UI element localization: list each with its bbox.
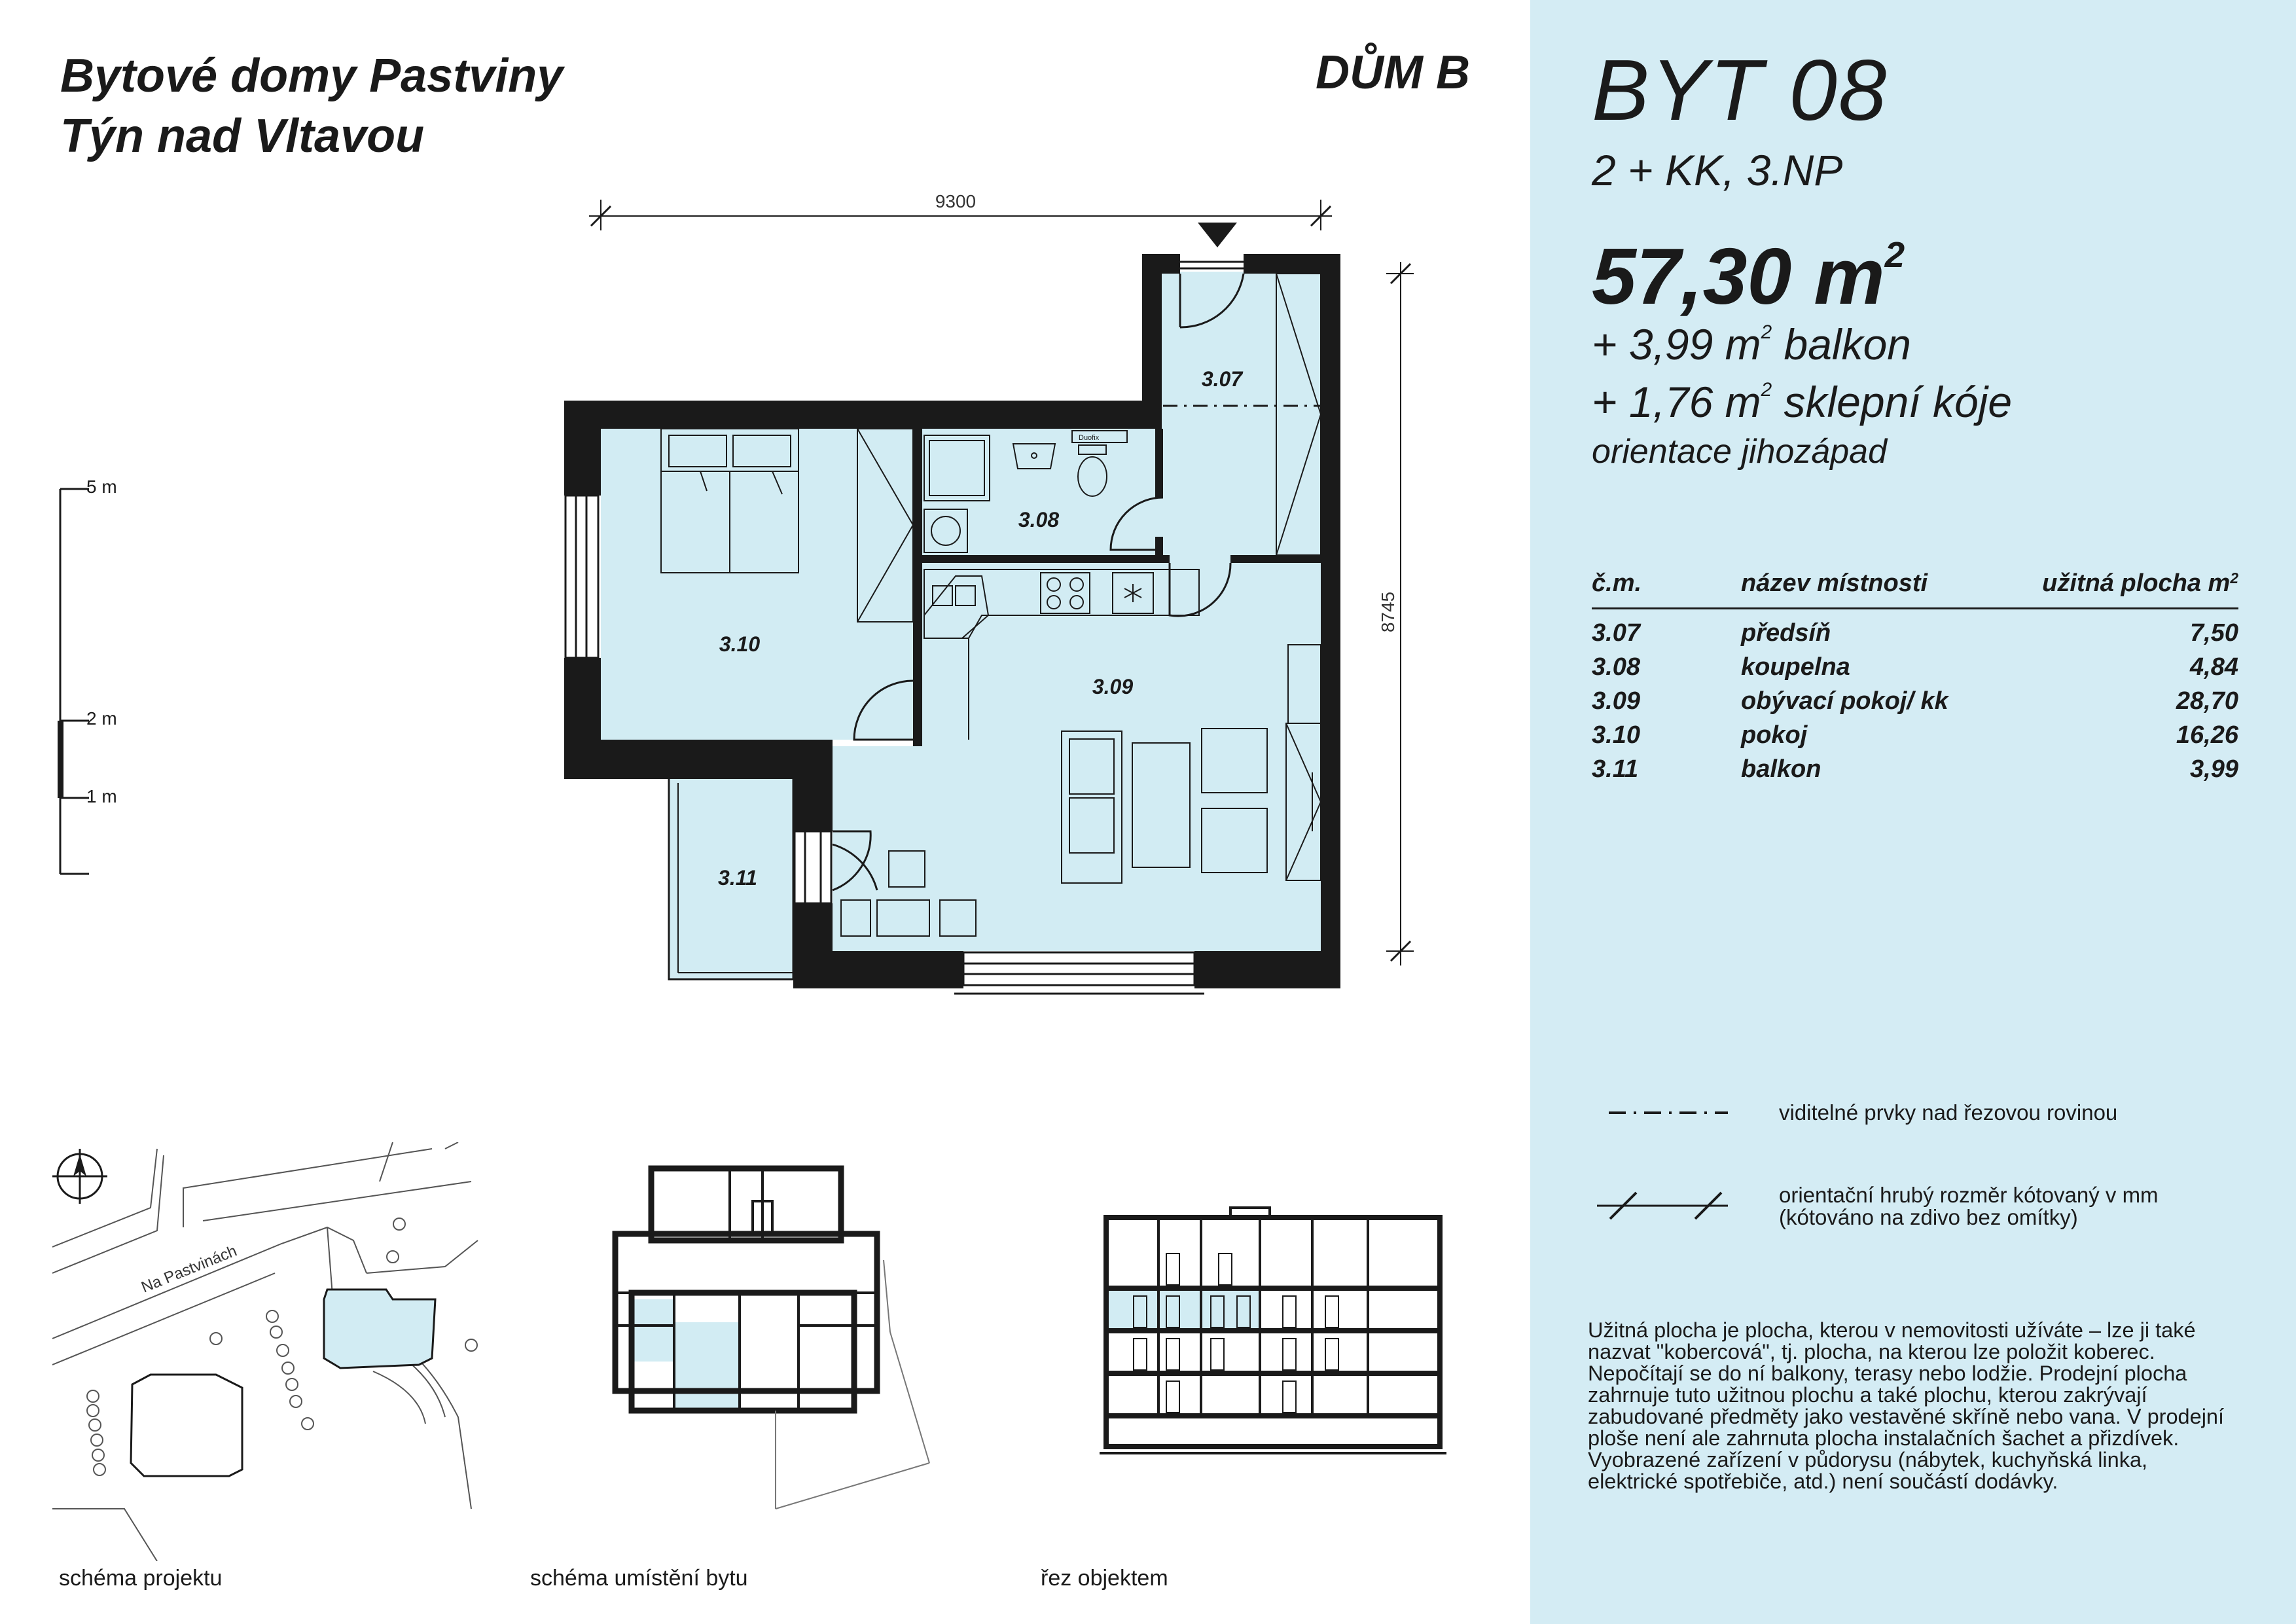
balcony-prefix: + 3,99 m [1592, 320, 1761, 369]
room-fill-3-09b [833, 746, 924, 951]
section-schema [1100, 1204, 1453, 1466]
area-value: 57,30 m [1592, 232, 1885, 321]
cellar-suffix: sklepní kóje [1772, 378, 2013, 426]
wall [564, 401, 1143, 429]
wall [921, 555, 1170, 563]
room-fill-3-07 [1160, 272, 1327, 558]
placement-schema [602, 1162, 949, 1528]
cellar-area [1592, 377, 2012, 427]
room-fill-3-10 [601, 429, 921, 740]
house-label: DŮM B [1316, 46, 1470, 99]
row-name: předsíň [1741, 619, 1831, 647]
dim-depth-label: 8745 [1378, 591, 1398, 633]
wall [564, 740, 833, 779]
apartment-layout: 2 + KK, 3.NP [1592, 146, 1843, 194]
legend-visible-elements: viditelné prvky nad řezovou rovinou [1779, 1100, 2118, 1125]
row-area: 7,50 [2190, 619, 2238, 647]
col-name-header: název místnosti [1741, 569, 1928, 597]
north-arrow-icon [52, 1149, 107, 1204]
apartment-title: BYT 08 [1592, 42, 1888, 138]
row-name: pokoj [1741, 721, 1808, 749]
wall [1194, 951, 1338, 988]
room-label-3-07: 3.07 [1201, 367, 1243, 391]
legend-symbols [1597, 1100, 1728, 1231]
cellar-prefix: + 1,76 m [1592, 378, 1761, 426]
col-number-header: č.m. [1592, 569, 1642, 597]
window [963, 952, 1194, 985]
row-area: 3,99 [2190, 755, 2238, 783]
wall [1142, 254, 1180, 274]
table-header-rule [1592, 607, 2238, 609]
window [565, 496, 598, 658]
row-number: 3.11 [1592, 755, 1639, 783]
room-label-3-10: 3.10 [719, 632, 761, 656]
room-fill-3-08 [921, 429, 1160, 558]
wall [793, 740, 833, 831]
caption-placement: schéma umístění bytu [530, 1566, 748, 1591]
scale-label-2m: 2 m [86, 708, 117, 729]
wall [1142, 254, 1162, 429]
scale-label-1m: 1 m [86, 786, 117, 806]
scale-label-5m: 5 m [86, 477, 117, 497]
wall [793, 951, 963, 988]
room-label-3-08: 3.08 [1018, 508, 1060, 532]
row-number: 3.09 [1592, 687, 1640, 715]
dim-width-label: 9300 [935, 191, 977, 211]
site-plan [52, 1142, 497, 1561]
area-header-text: užitná plocha m [2042, 569, 2231, 597]
area-unit-sup: 2 [1884, 234, 1905, 276]
row-area: 4,84 [2190, 653, 2238, 681]
caption-project: schéma projektu [59, 1566, 223, 1591]
balcony-sup: 2 [1761, 321, 1772, 343]
wall [1155, 429, 1163, 497]
wall [564, 401, 601, 496]
room-fill-3-09 [921, 558, 1327, 951]
row-number: 3.08 [1592, 653, 1640, 681]
cellar-sup: 2 [1761, 378, 1772, 401]
area-header-sup: 2 [2230, 569, 2238, 586]
balcony-suffix: balkon [1772, 320, 1911, 369]
balcony-area [1592, 319, 1911, 369]
project-location: Týn nad Vltavou [60, 110, 425, 162]
row-name: koupelna [1741, 653, 1850, 681]
row-number: 3.07 [1592, 619, 1640, 647]
duofix-label: Duofix [1079, 434, 1100, 442]
entrance-arrow [1198, 223, 1237, 247]
row-name: balkon [1741, 755, 1821, 783]
row-area: 16,26 [2176, 721, 2238, 749]
col-area-header [1898, 569, 2238, 598]
floor-plan [0, 0, 1530, 1021]
legend-dimension-2: (kótováno na zdivo bez omítky) [1779, 1205, 2078, 1229]
neighbor-building [131, 1375, 242, 1476]
row-number: 3.10 [1592, 721, 1640, 749]
apartment-area [1592, 230, 1905, 322]
orientation: orientace jihozápad [1592, 433, 1887, 471]
dimension-line-symbol [1597, 1193, 1728, 1219]
street-label: Na Pastvinách [139, 1242, 240, 1297]
room-label-3-11: 3.11 [718, 866, 757, 890]
row-area: 28,70 [2176, 687, 2238, 715]
room-label-3-09: 3.09 [1092, 675, 1134, 698]
wall [1321, 563, 1340, 988]
usable-area-note: Užitná plocha je plocha, kterou v nemovitosti užíváte – lze ji také nazvat "kobercová", tj. plocha, na kterou lze položit koberec. Nepočítají se do ní balkony, terasy nebo lodžie. Prodejní plocha zahrnuje tuto užitnou plochu a také plochu, kterou zakrývají zabudované předměty jako vestavěné skříně nebo vana. V prodejní ploše není ale zahrnuta plocha instalačních šachet a přizdívek. Vyobrazené zařízení v půdorysu (nábytek, kuchyňská linka, elektrické spotřebiče, atd.) není součástí dodávky. [1588, 1318, 2225, 1493]
wall [1230, 555, 1329, 563]
highlighted-building [324, 1290, 435, 1368]
window [795, 831, 831, 903]
legend-dimension-1: orientační hrubý rozměr kótovaný v mm [1779, 1183, 2159, 1207]
wall [913, 429, 922, 746]
project-name: Bytové domy Pastviny [60, 50, 564, 102]
row-name: obývací pokoj/ kk [1741, 687, 1948, 715]
caption-section: řez objektem [1041, 1566, 1168, 1591]
wall [1321, 254, 1340, 563]
